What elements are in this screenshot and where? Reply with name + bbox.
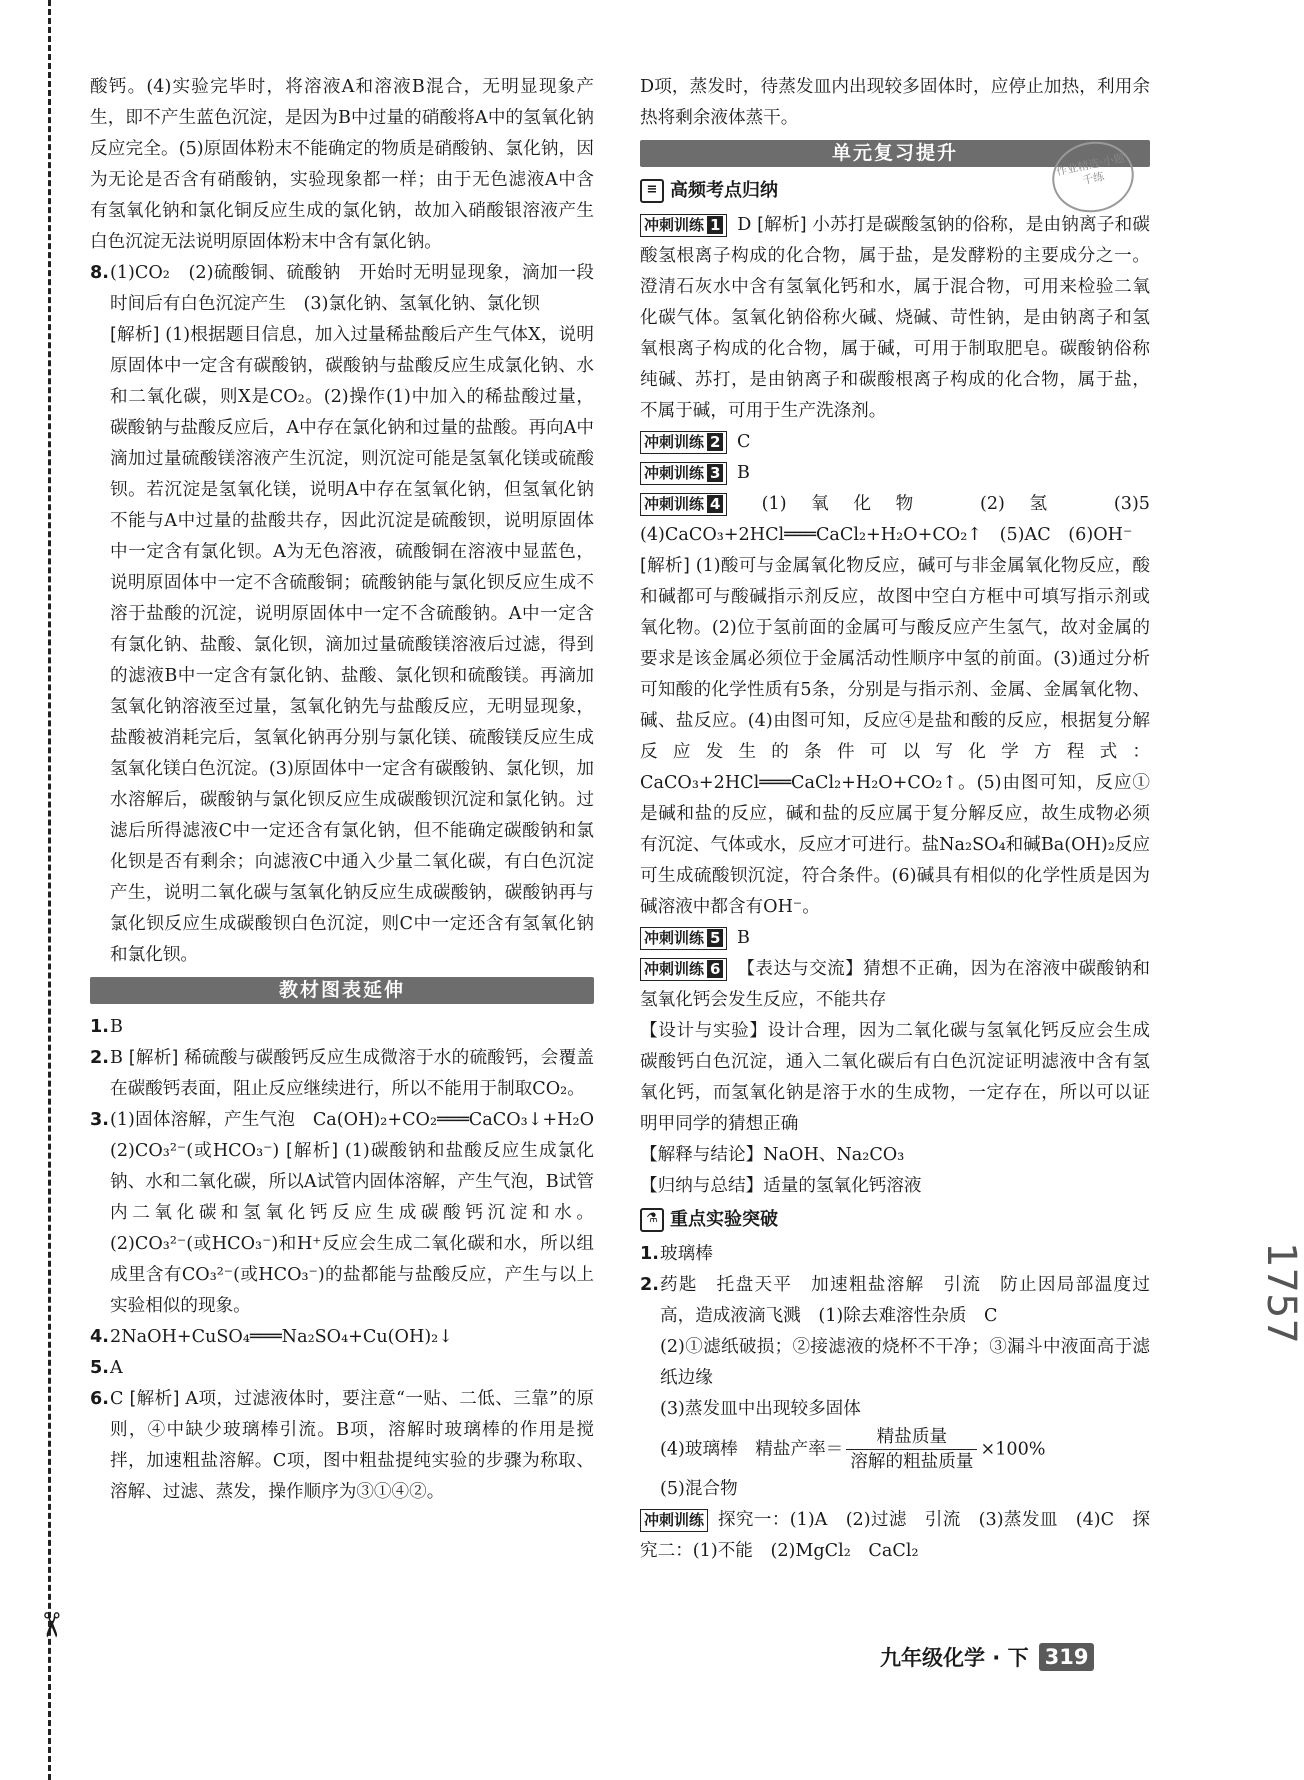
page-number: 319 xyxy=(1039,1643,1095,1671)
answer-text: (1)CO₂ (2)硫酸铜、硫酸钠 开始时无明显现象，滴加一段时间后有白色沉淀产生 (3)氯化钠、氢氧化钠、氯化钡 xyxy=(110,263,594,314)
drill-4: 冲刺训练 4 (1)氧化物 (2)氢 (3)5 (4)CaCO₃+2HCl═══CaCl₂+H₂O+CO₂↑ (5)AC (6)OH⁻ xyxy=(640,494,1168,545)
paragraph: D项，蒸发时，待蒸发皿内出现较多固体时，应停止加热，利用余热将剩余液体蒸干。 xyxy=(640,77,1150,128)
answer-item-4: 4. 2NaOH+CuSO₄═══Na₂SO₄+Cu(OH)₂↓ xyxy=(90,1327,453,1347)
analysis-text: A项，过滤液体时，要注意“一贴、二低、三靠”的原则，④中缺少玻璃棒引流。B项，溶解时玻璃棒的作用是搅拌，加速粗盐溶解。C项，图中粗盐提纯实验的步骤为称取、溶解、过滤、蒸发，操作顺序为③①④②。 xyxy=(110,1389,595,1502)
cut-line xyxy=(48,0,51,1780)
drill-6-design: 【设计与实验】设计合理，因为二氧化碳与氢氧化钙反应会生成碳酸钙白色沉淀，通入二氧化碳后有白色沉淀证明滤液中含有氢氧化钙，而氢氧化钠是溶于水的生成物，一定存在，所以可以证明甲同学的猜想正确 xyxy=(640,1021,1150,1134)
book-title: 九年级化学 · 下 xyxy=(880,1646,1029,1670)
drill-tag: 冲刺训练 xyxy=(640,1509,708,1532)
handwritten-margin-note: 1757 xyxy=(1257,1242,1304,1344)
experiment-item-1: 1. 玻璃棒 xyxy=(640,1244,713,1264)
yield-formula: (4)玻璃棒 精盐产率＝ $\frac{\text{精盐质量}}{\text{溶解的粗盐质量}}$ ×100% xyxy=(660,1427,1046,1472)
drill-1: 冲刺训练 1 D [解析] 小苏打是碳酸氢钠的俗称，是由钠离子和碳酸氢根离子构成的化合物，属于盐，是发酵粉的主要成分之一。澄清石灰水中含有氢氧化钙和水，属于混合物，可用来检验二氧化碳气体。氢氧化钠俗称火碱、烧碱、苛性钠，是由钠离子和氢氧根离子构成的化合物，属于碱，可用于制取肥皂。碳酸钠俗称纯碱、苏打，是由钠离子和碳酸根离子构成的化合物，属于盐，不属于碱，可用于生产洗涤剂。 xyxy=(640,215,1151,421)
analysis-label: [解析] xyxy=(640,556,690,576)
drill-tag: 冲刺训练 4 xyxy=(640,493,727,516)
right-column xyxy=(640,72,1168,1567)
analysis-label: [解析] xyxy=(128,1048,179,1068)
drill-tag: 冲刺训练 6 xyxy=(640,958,727,981)
answer-item-3: 3. (1)固体溶解，产生气泡 Ca(OH)₂+CO₂═══CaCO₃↓+H₂O (2)CO₃²⁻(或HCO₃⁻) [解析] (1)碳酸钠和盐酸反应生成氯化钠、水和二氧化碳，所以A试管内固体溶解，产生气泡，B试管内二氧化碳和氢氧化钙反应生成碳酸钙沉淀和水。(2)CO₃²⁻(或HCO₃⁻)和H⁺反应会生成二氧化碳和水，所以组成里含有CO₃²⁻(或HCO₃⁻)的盐都能与盐酸反应，产生与以上实验相似的现象。 xyxy=(90,1110,612,1316)
drill-6: 冲刺训练 6 【表达与交流】猜想不正确，因为在溶液中碳酸钠和氢氧化钙会发生反应，不能共存 xyxy=(640,959,1150,1010)
subheading-experiment: ⚗ 重点实验突破 xyxy=(640,1204,1150,1235)
subheading-frequent: ≡ 高频考点归纳 xyxy=(640,175,1150,206)
answer-item-2: 2. B [解析] 稀硫酸与碳酸钙反应生成微溶于水的硫酸钙，会覆盖在碳酸钙表面，阻止反应继续进行，所以不能用于制取CO₂。 xyxy=(90,1048,594,1099)
analysis-text: 稀硫酸与碳酸钙反应生成微溶于水的硫酸钙，会覆盖在碳酸钙表面，阻止反应继续进行，所以不能用于制取CO₂。 xyxy=(110,1048,594,1099)
answer-item-8: 8. (1)CO₂ (2)硫酸铜、硫酸钠 开始时无明显现象，滴加一段时间后有白色沉淀产生 (3)氯化钠、氢氧化钠、氯化钡 xyxy=(90,258,594,320)
analysis xyxy=(640,551,1150,923)
answer-item-6: 6. C [解析] A项，过滤液体时，要注意“一贴、二低、三靠”的原则，④中缺少玻璃棒引流。B项，溶解时玻璃棒的作用是搅拌，加速粗盐溶解。C项，图中粗盐提纯实验的步骤为称取、溶解、过滤、蒸发，操作顺序为③①④②。 xyxy=(90,1389,595,1502)
analysis-label: [解析] xyxy=(757,215,807,235)
analysis-text: (1)酸可与金属氧化物反应，碱可与非金属氧化物反应，酸和碱都可与酸碱指示剂反应，故图中空白方框中可填写指示剂或氧化物。(2)位于氢前面的金属可与酸反应产生氢气，故对金属的要求是该金属必须位于金属活动性顺序中氢的前面。(3)通过分析可知酸的化学性质有5条，分别是与指示剂、金属、金属氧化物、碱、盐反应。(4)由图可知，反应④是盐和酸的反应，根据复分解反应发生的条件可以写化学方程式：CaCO₃+2HCl═══CaCl₂+H₂O+CO₂↑。(5)由图可知，反应①是碱和盐的反应，碱和盐的反应属于复分解反应，故生成物必须有沉淀、气体或水，反应才可进行。盐Na₂SO₄和碱Ba(OH)₂反应可生成硫酸钡沉淀，符合条件。(6)碱具有相似的化学性质是因为碱溶液中都含有OH⁻。 xyxy=(640,556,1150,917)
answer-text: (1)固体溶解，产生气泡 Ca(OH)₂+CO₂═══CaCO₃↓+H₂O (2)CO₃²⁻(或HCO₃⁻) xyxy=(110,1110,612,1161)
answer-item-1: 1. B xyxy=(90,1017,123,1037)
analysis xyxy=(90,320,594,971)
answer-text: B xyxy=(110,1048,123,1068)
analysis-text: (1)碳酸钠和盐酸反应生成氯化钠、水和二氧化碳，所以A试管内固体溶解，产生气泡，B试管内二氧化碳和氢氧化钙反应生成碳酸钙沉淀和水。(2)CO₃²⁻(或HCO₃⁻)和H⁺反应会生成二氧化碳和水，所以组成里含有CO₃²⁻(或HCO₃⁻)的盐都能与盐酸反应，产生与以上实验相似的现象。 xyxy=(110,1141,595,1316)
analysis-label: [解析] xyxy=(110,325,160,345)
analysis-text: 小苏打是碳酸氢钠的俗称，是由钠离子和碳酸氢根离子构成的化合物，属于盐，是发酵粉的主要成分之一。澄清石灰水中含有氢氧化钙和水，属于混合物，可用来检验二氧化碳气体。氢氧化钠俗称火碱、烧碱、苛性钠，是由钠离子和氢氧根离子构成的化合物，属于碱，可用于制取肥皂。碳酸钠俗称纯碱、苏打，是由钠离子和碳酸根离子构成的化合物，属于盐，不属于碱，可用于生产洗涤剂。 xyxy=(640,215,1151,421)
drill-tag: 冲刺训练 2 xyxy=(640,431,727,454)
drill-tag: 冲刺训练 3 xyxy=(640,462,727,485)
drill-5: 冲刺训练 5 B xyxy=(640,923,1150,954)
fraction: $\frac{\text{精盐质量}}{\text{溶解的粗盐质量}}$ xyxy=(846,1425,977,1474)
drill-tag: 冲刺训练 5 xyxy=(640,927,727,950)
analysis-label: [解析] xyxy=(285,1141,339,1161)
notebook-icon: ≡ xyxy=(640,179,664,203)
flask-icon: ⚗ xyxy=(640,1208,664,1232)
drill-tag: 冲刺训练 1 xyxy=(640,214,727,237)
drill-3: 冲刺训练 3 B xyxy=(640,458,1150,489)
answer-text: C xyxy=(110,1389,124,1409)
analysis-text: (1)根据题目信息，加入过量稀盐酸后产生气体X，说明原固体中一定含有碳酸钠，碳酸钠与盐酸反应生成氯化钠、水和二氧化碳，则X是CO₂。(2)操作(1)中加入的稀盐酸过量，碳酸钠与盐酸反应后，A中存在氯化钠和过量的盐酸。再向A中滴加过量硫酸镁溶液产生沉淀，则沉淀可能是氢氧化镁或硫酸钡。若沉淀是氢氧化镁，说明A中存在氢氧化钠，但氢氧化钠不能与A中过量的盐酸共存，因此沉淀是硫酸钡，说明原固体中一定含有氯化钡。A为无色溶液，硫酸铜在溶液中显蓝色，说明原固体中一定不含硫酸铜；硫酸钠能与氯化钡反应生成不溶于盐酸的沉淀，说明原固体中一定不含硫酸钠。A中一定含有氯化钠、盐酸、氯化钡，滴加过量硫酸镁溶液后过滤，得到的滤液B中一定含有氯化钠、盐酸、氯化钡和硫酸镁。再滴加氢氧化钠溶液至过量，氢氧化钠先与盐酸反应，无明显现象，盐酸被消耗完后，氢氧化钠再分别与氯化镁、硫酸镁反应生成氢氧化镁白色沉淀。(3)原固体中一定含有碳酸钠、氯化钡，加水溶解后，碳酸钠与氯化钡反应生成碳酸钡沉淀和氯化钠。过滤后所得滤液C中一定还含有氯化钠，但不能确定碳酸钠和氯化钡是否有剩余；向滤液C中通入少量二氧化碳，有白色沉淀产生，说明二氧化碳与氢氧化钠反应生成碳酸钠，碳酸钠再与氯化钡反应生成碳酸钡白色沉淀，则C中一定还含有氢氧化钠和氯化钡。 xyxy=(110,325,594,965)
drill-7: 冲刺训练 探究一：(1)A (2)过滤 引流 (3)蒸发皿 (4)C 探究二：(1)不能 (2)MgCl₂ CaCl₂ xyxy=(640,1510,1151,1561)
paragraph: 酸钙。(4)实验完毕时，将溶液A和溶液B混合，无明显现象产生，即不产生蓝色沉淀，是因为B中过量的硝酸将A中的氢氧化钠反应完全。(5)原固体粉末不能确定的物质是硝酸钠、氯化钠，因为无论是否含有硝酸钠，实验现象都一样；由于无色滤液A中含有氢氧化钠和氯化铜反应生成的氯化钠，故加入硝酸银溶液产生白色沉淀无法说明原固体粉末中含有氯化钠。 xyxy=(90,77,594,252)
section-band-textbook: 教材图表延伸 xyxy=(90,977,594,1004)
section-band-review: 单元复习提升 xyxy=(640,140,1150,167)
analysis-label: [解析] xyxy=(129,1389,180,1409)
page-footer xyxy=(880,1642,1094,1672)
answer-item-5: 5. A xyxy=(90,1358,123,1378)
drill-2: 冲刺训练 2 C xyxy=(640,427,1150,458)
watermark-stamp: 作业精选·小题千练 xyxy=(1046,134,1141,220)
experiment-item-2: 2. 药匙 托盘天平 加速粗盐溶解 引流 防止因局部温度过高，造成液滴飞溅 (1)除去难溶性杂质 C (2)①滤纸破损；②接滤液的烧杯不干净；③漏斗中液面高于滤纸边缘 (3)蒸发皿中出现较多固体 (4)玻璃棒 精盐产率＝ $\frac{\text{精盐质量}}{\text{溶解的粗盐质量}}$ ×100% (5)混合物 xyxy=(640,1275,1150,1499)
left-column xyxy=(90,72,612,1508)
drill-6-conclusion: 【解释与结论】NaOH、Na₂CO₃ xyxy=(640,1145,905,1165)
drill-6-summary: 【归纳与总结】适量的氢氧化钙溶液 xyxy=(640,1176,922,1196)
scissors-icon: ✂ xyxy=(30,1610,71,1640)
